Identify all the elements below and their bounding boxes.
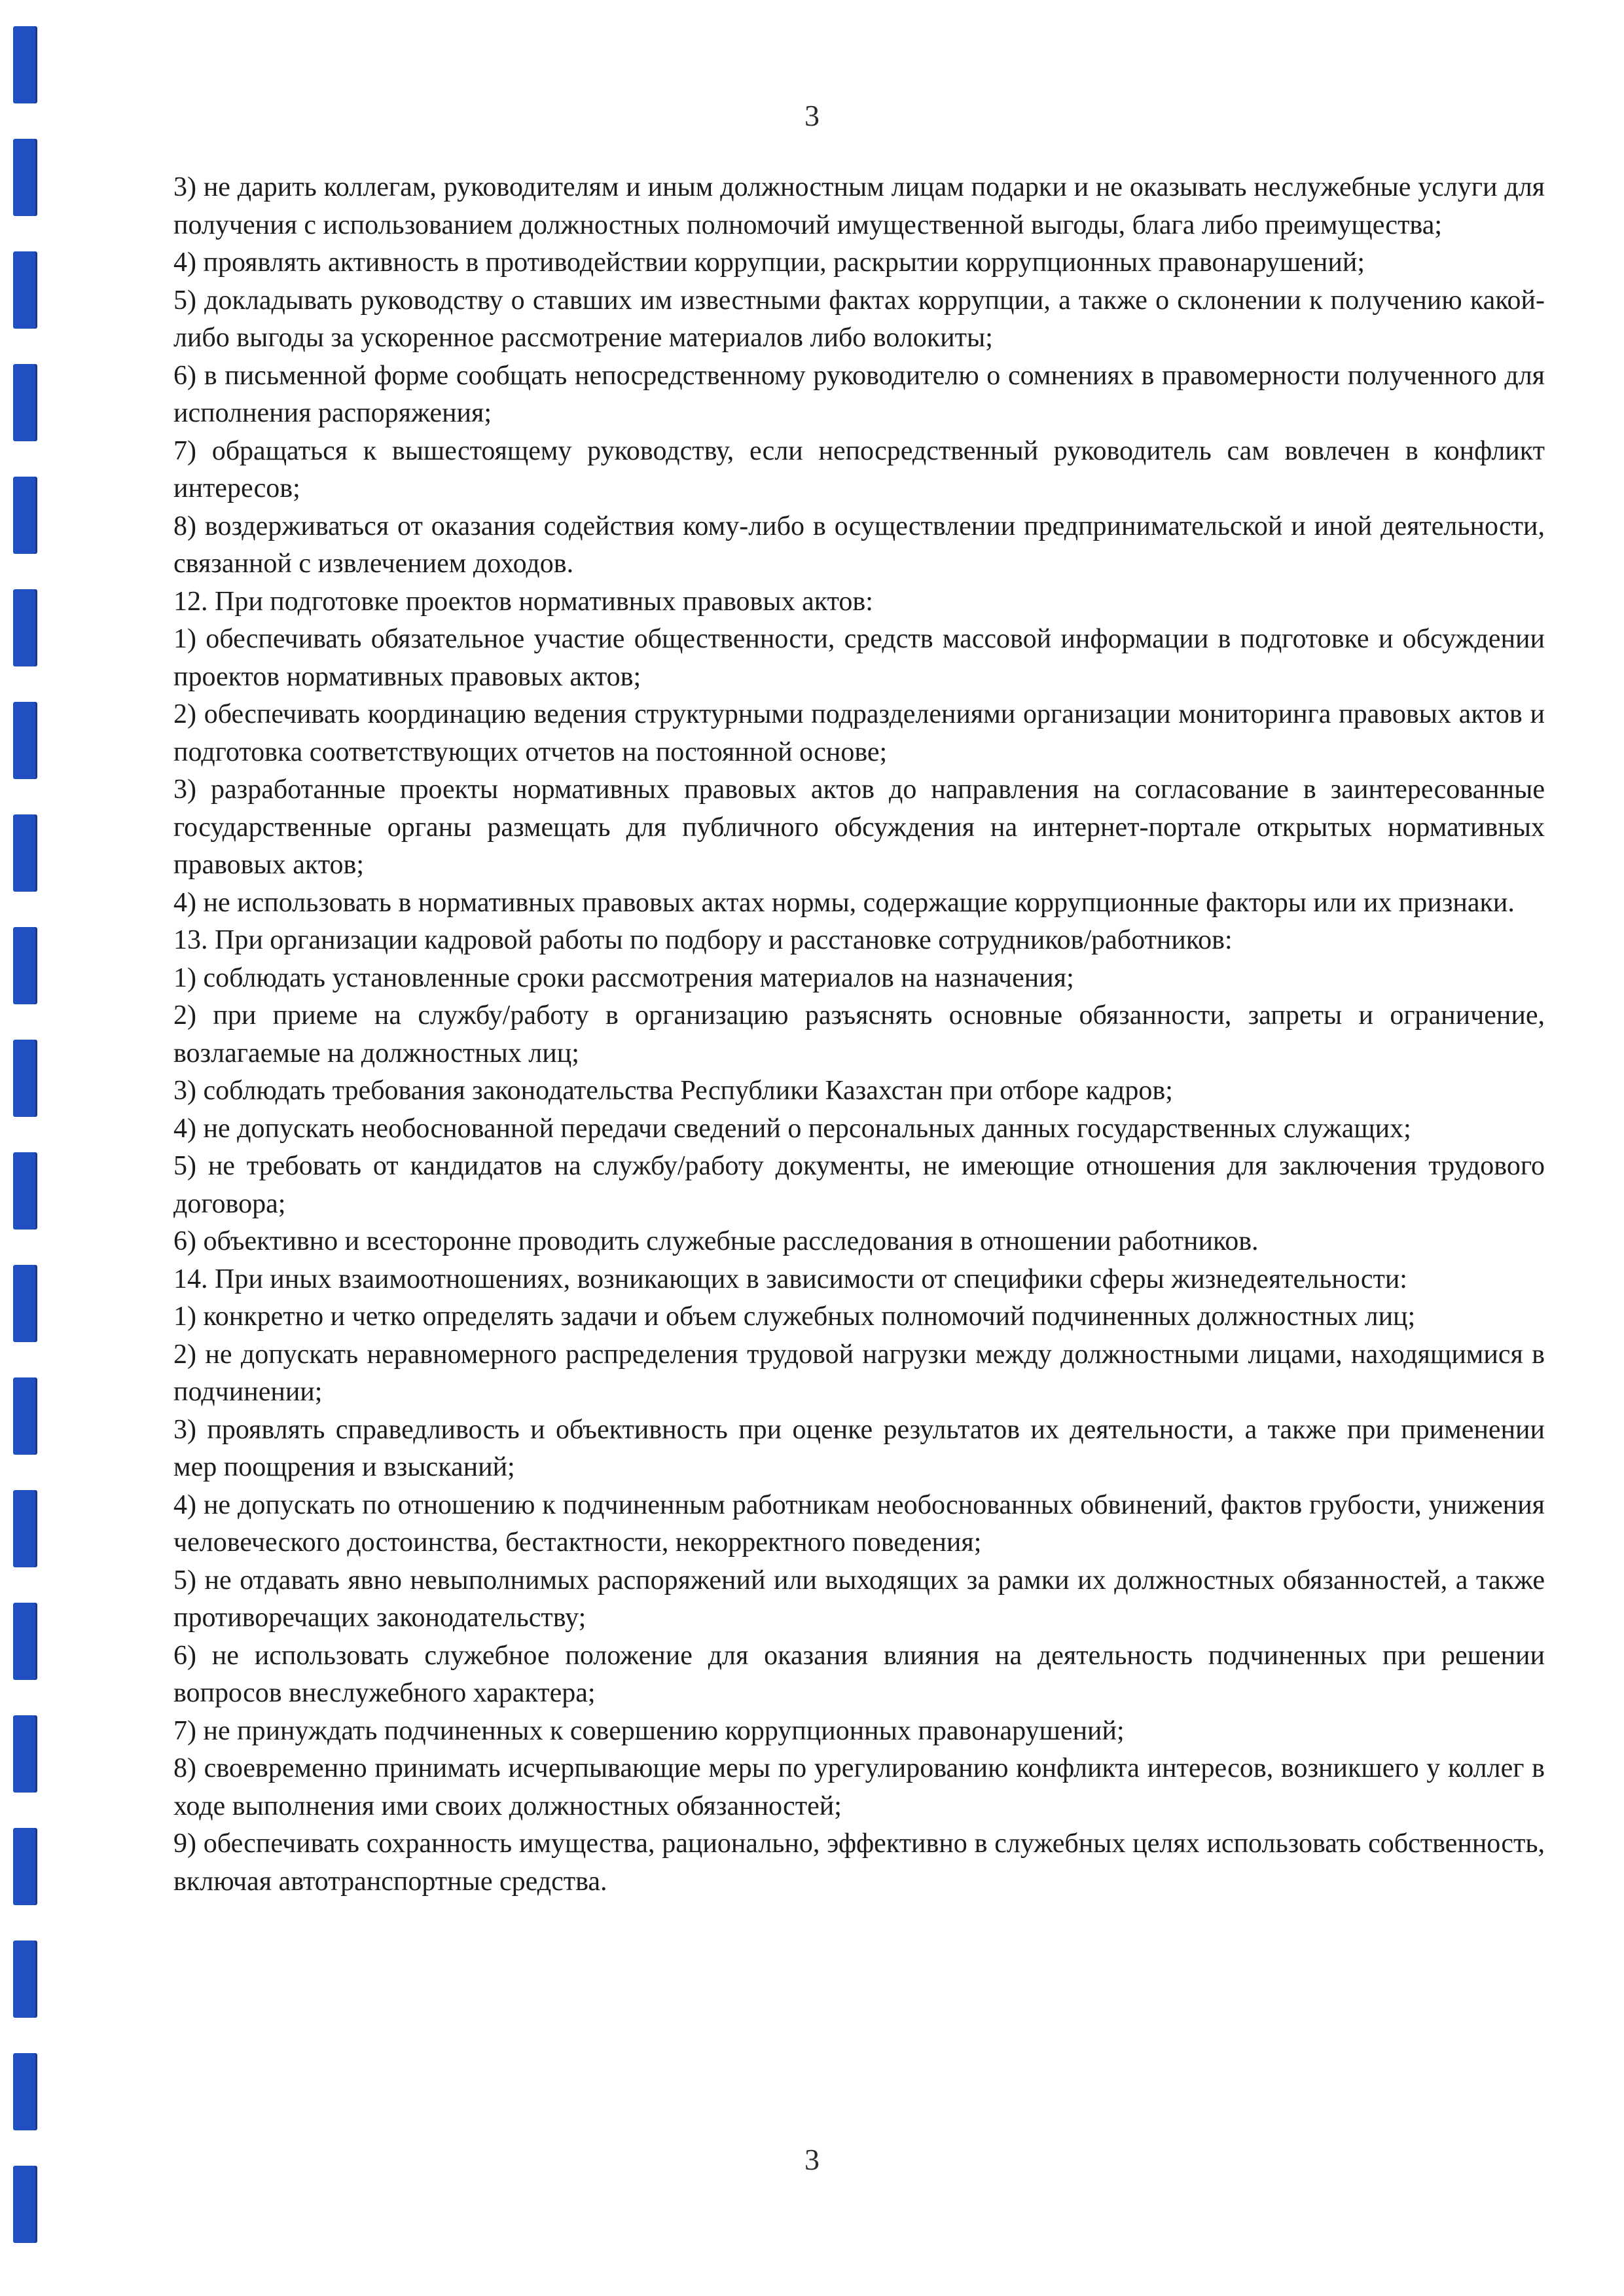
binder-hole-mark bbox=[13, 2053, 35, 2130]
section-heading: 13. При организации кадровой работы по подбору и расстановке сотрудников/работников: bbox=[173, 925, 1233, 955]
paragraph: 1) конкретно и четко определять задачи и объем служебных полномочий подчиненных должностных лиц; bbox=[173, 1302, 1416, 1332]
binder-hole-mark bbox=[13, 26, 35, 103]
binder-hole-mark bbox=[13, 1377, 35, 1455]
binder-hole-mark bbox=[13, 364, 35, 441]
binder-hole-mark bbox=[13, 1265, 35, 1342]
paragraph: 7) не принуждать подчиненных к совершению коррупционных правонарушений; bbox=[173, 1715, 1125, 1746]
section-heading: 12. При подготовке проектов нормативных правовых актов: bbox=[173, 586, 873, 617]
binder-hole-mark bbox=[13, 1715, 35, 1793]
binder-hole-mark bbox=[13, 1603, 35, 1680]
paragraph: 1) обеспечивать обязательное участие общественности, средств массовой информации в подготовке и обсуждении проектов нормативных правовых актов; bbox=[173, 624, 1545, 692]
binder-hole-mark bbox=[13, 1941, 35, 2018]
paragraph: 4) не использовать в нормативных правовых актах нормы, содержащие коррупционные факторы или их признаки. bbox=[173, 887, 1515, 918]
page-number-bottom: 3 bbox=[804, 2143, 820, 2176]
paragraph: 3) проявлять справедливость и объективность при оценке результатов их деятельности, а также при применении мер поощрения и взысканий; bbox=[173, 1414, 1545, 1482]
paragraph: 3) соблюдать требования законодательства Республики Казахстан при отборе кадров; bbox=[173, 1076, 1173, 1106]
page-number-top: 3 bbox=[804, 99, 820, 132]
binder-hole-mark bbox=[13, 814, 35, 892]
binder-hole-mark bbox=[13, 2166, 35, 2243]
paragraph: 5) не отдавать явно невыполнимых распоряжений или выходящих за рамки их должностных обязанностей, а также противоречащих законодательству; bbox=[173, 1565, 1545, 1633]
binder-hole-mark bbox=[13, 477, 35, 554]
document-body bbox=[173, 169, 1545, 1901]
paragraph: 7) обращаться к вышестоящему руководству, если непосредственный руководитель сам вовлечен в конфликт интересов; bbox=[173, 435, 1545, 503]
paragraph: 4) не допускать необоснованной передачи сведений о персональных данных государственных служащих; bbox=[173, 1113, 1411, 1144]
paragraph: 2) не допускать неравномерного распределения трудовой нагрузки между должностными лицами, находящимися в подчинении; bbox=[173, 1339, 1545, 1407]
paragraph: 6) не использовать служебное положение для оказания влияния на деятельность подчиненных при решении вопросов внеслужебного характера; bbox=[173, 1640, 1545, 1708]
paragraph: 9) обеспечивать сохранность имущества, рационально, эффективно в служебных целях использовать собственность, включая автотранспортные средства. bbox=[173, 1829, 1545, 1897]
binder-hole-mark bbox=[13, 1152, 35, 1230]
paragraph: 3) разработанные проекты нормативных правовых актов до направления на согласование в заинтересованные государственные органы размещать для публичного обсуждения на интернет-портале открытых нормативных правовых актов; bbox=[173, 774, 1545, 880]
paragraph: 4) проявлять активность в противодействии коррупции, раскрытии коррупционных правонарушений; bbox=[173, 247, 1365, 278]
binder-hole-mark bbox=[13, 1828, 35, 1905]
paragraph: 1) соблюдать установленные сроки рассмотрения материалов на назначения; bbox=[173, 962, 1074, 993]
binder-hole-mark bbox=[13, 1040, 35, 1117]
paragraph: 5) докладывать руководству о ставших им известными фактах коррупции, а также о склонении к получению какой-либо выгоды за ускоренное рассмотрение материалов либо волокиты; bbox=[173, 285, 1545, 353]
binder-strip bbox=[0, 0, 52, 2296]
binder-hole-mark bbox=[13, 702, 35, 779]
binder-hole-mark bbox=[13, 1490, 35, 1567]
binder-hole-mark bbox=[13, 927, 35, 1004]
paragraph: 8) воздерживаться от оказания содействия кому-либо в осуществлении предпринимательской и иной деятельности, связанной с извлечением доходов. bbox=[173, 511, 1545, 579]
paragraph: 4) не допускать по отношению к подчиненным работникам необоснованных обвинений, фактов грубости, унижения человеческого достоинства, бестактности, некорректного поведения; bbox=[173, 1489, 1545, 1558]
binder-hole-mark bbox=[13, 589, 35, 666]
binder-hole-mark bbox=[13, 139, 35, 216]
paragraph: 8) своевременно принимать исчерпывающие меры по урегулированию конфликта интересов, возникшего у коллег в ходе выполнения ими своих должностных обязанностей; bbox=[173, 1753, 1545, 1821]
binder-hole-mark bbox=[13, 251, 35, 329]
paragraph: 2) обеспечивать координацию ведения структурными подразделениями организации мониторинга правовых актов и подготовка соответствующих отчетов на постоянной основе; bbox=[173, 699, 1545, 767]
paragraph: 5) не требовать от кандидатов на службу/работу документы, не имеющие отношения для заключения трудового договора; bbox=[173, 1151, 1545, 1219]
paragraph: 3) не дарить коллегам, руководителям и иным должностным лицам подарки и не оказывать неслужебные услуги для получения с использованием должностных полномочий имущественной выгоды, блага либо преимущества; bbox=[173, 172, 1545, 240]
section-heading: 14. При иных взаимоотношениях, возникающих в зависимости от специфики сферы жизнедеятельности: bbox=[173, 1264, 1407, 1294]
paragraph: 2) при приеме на службу/работу в организацию разъяснять основные обязанности, запреты и ограничение, возлагаемые на должностных лиц; bbox=[173, 1000, 1545, 1068]
paragraph: 6) объективно и всесторонне проводить служебные расследования в отношении работников. bbox=[173, 1226, 1259, 1256]
paragraph: 6) в письменной форме сообщать непосредственному руководителю о сомнениях в правомерности полученного для исполнения распоряжения; bbox=[173, 360, 1545, 428]
